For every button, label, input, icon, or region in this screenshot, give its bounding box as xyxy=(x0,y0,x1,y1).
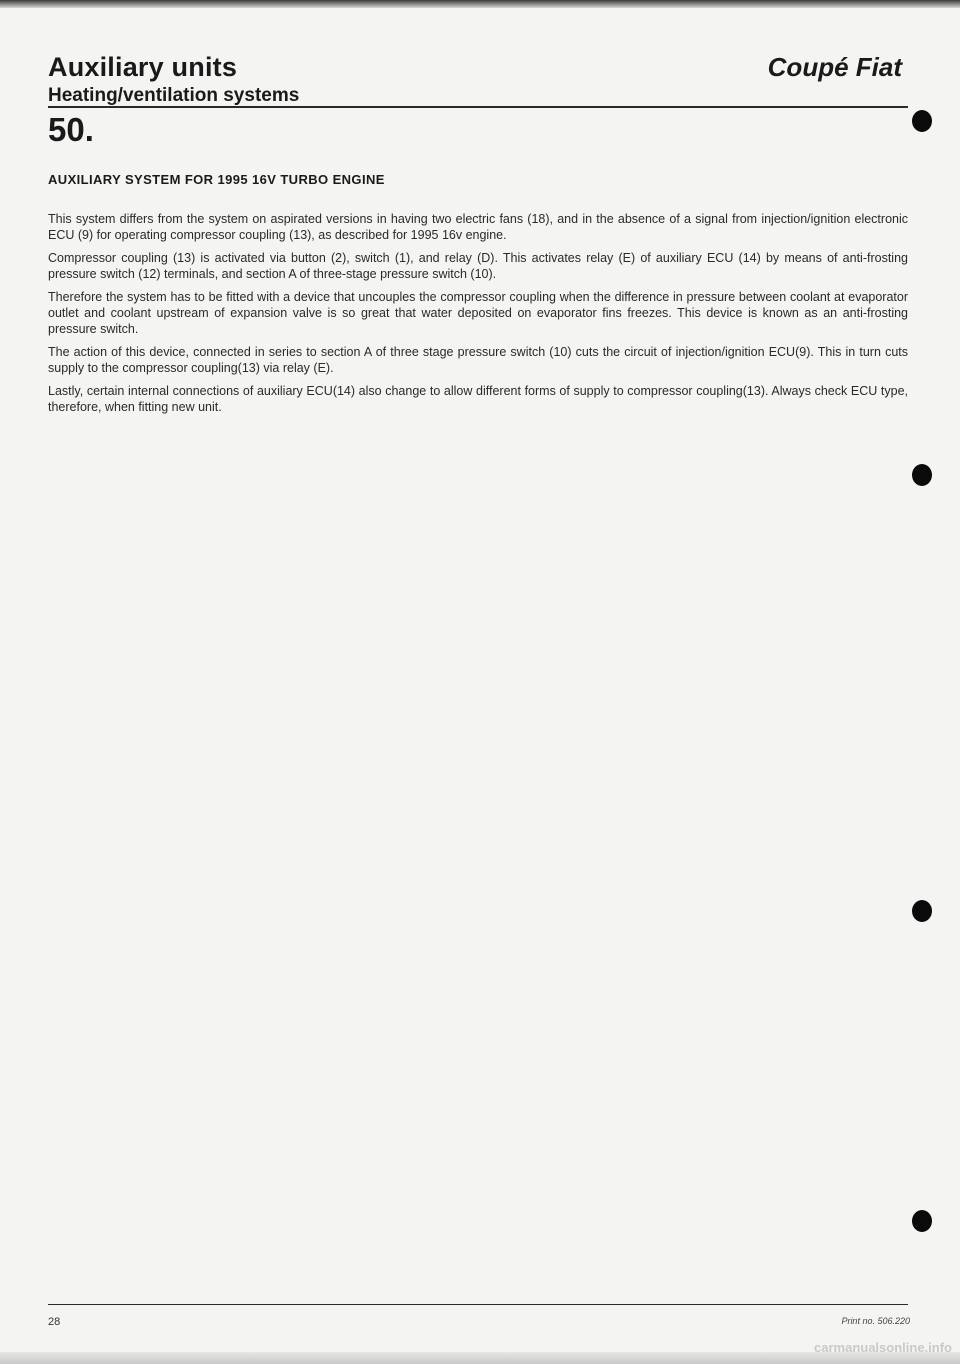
watermark: carmanualsonline.info xyxy=(814,1340,952,1355)
paragraph: Lastly, certain internal connections of auxiliary ECU(14) also change to allow different forms of supply to compressor coupling(13). Always check ECU type, therefore, when fitting new unit. xyxy=(48,384,908,414)
paragraph: Compressor coupling (13) is activated via button (2), switch (1), and relay (D). This activates relay (E) of auxiliary ECU (14) by means of anti-frosting pressure switch (12) terminals, and section A of three-stage pressure switch (10). xyxy=(48,251,908,281)
page-number: 28 xyxy=(48,1316,61,1328)
footer-divider xyxy=(48,1304,908,1305)
body-text xyxy=(48,212,908,424)
binder-hole-icon xyxy=(912,1210,932,1232)
binder-hole-icon xyxy=(912,900,932,922)
binder-hole-icon xyxy=(912,464,932,486)
section-subtitle: Heating/ventilation systems xyxy=(48,85,300,106)
print-number: Print no. 506.220 xyxy=(841,1316,910,1326)
scan-top-edge xyxy=(0,0,960,8)
paragraph: Therefore the system has to be fitted with a device that uncouples the compressor coupling when the difference in pressure between coolant at evaporator outlet and coolant upstream of expansion valve is so great that water deposited on evaporator fins freezes. This device is known as an anti-frosting pressure switch. xyxy=(48,290,908,336)
section-title: Auxiliary units xyxy=(48,52,238,82)
manual-title: Coupé Fiat xyxy=(767,52,902,82)
section-heading: AUXILIARY SYSTEM FOR 1995 16V TURBO ENGINE xyxy=(48,172,385,187)
section-header xyxy=(48,52,299,108)
binder-hole-icon xyxy=(912,110,932,132)
paragraph: This system differs from the system on aspirated versions in having two electric fans (18), and in the absence of a signal from injection/ignition electronic ECU (9) for operating compressor coupling (13), as described for 1995 16v engine. xyxy=(48,212,908,242)
header-divider xyxy=(48,106,908,108)
paragraph: The action of this device, connected in series to section A of three stage pressure switch (10) cuts the circuit of injection/ignition ECU(9). This in turn cuts supply to the compressor coupling(13) via relay (E). xyxy=(48,345,908,375)
chapter-number: 50. xyxy=(48,111,94,148)
